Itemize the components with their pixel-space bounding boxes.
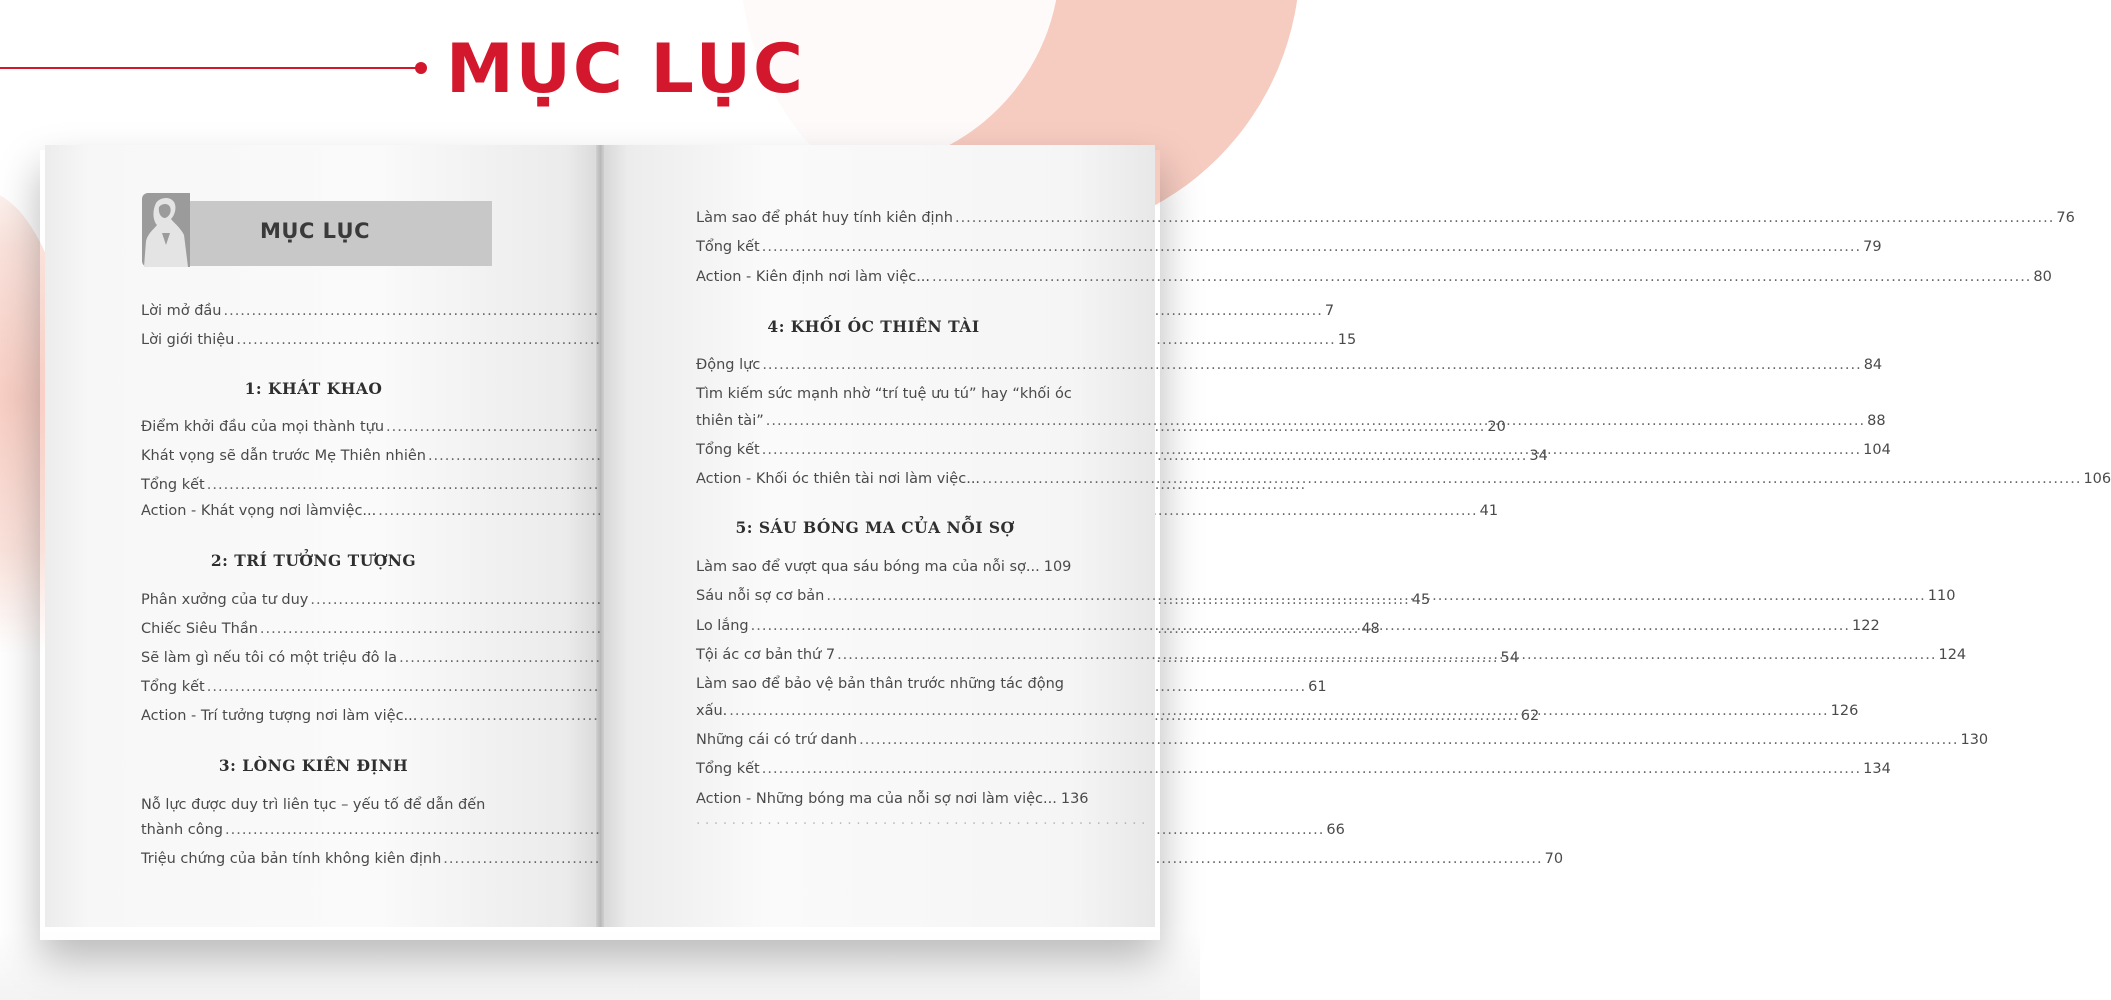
toc-entry: Tổng kết ..... 104 [696,441,1054,459]
toc-entry-line: Làm sao để bảo vệ bản thân trước những tác động [696,676,1064,692]
header-rule [0,67,418,69]
toc-entry: Tổng kết ..... [141,476,471,494]
toc-entry: thành công ..... 66 [141,821,486,839]
toc-entry: Làm sao để phát huy tính kiên định ..... 76 [696,209,1046,227]
page-title: MỤC LỤC [446,30,805,109]
toc-title: MỤC LỤC [260,219,371,243]
toc-entry: Action - Kiên định nơi làm việc... ..... 80 [696,268,1051,286]
toc-entry: Sẽ làm gì nếu tôi có một triệu đô la ..... 54 [141,649,486,667]
toc-entry: Action - Trí tưởng tượng nơi làm việc... ..... 62 [141,707,486,725]
toc-entry: Action - Khối óc thiên tài nơi làm việc... ..... 106 [696,470,1054,488]
toc-entry-line: Nỗ lực được duy trì liên tục – yếu tố để dẫn đến [141,797,486,813]
toc-entry: Lời mở đầu ..... 7 [141,302,486,320]
toc-entry: Điểm khởi đầu của mọi thành tựu ..... 20 [141,418,486,436]
background-floor [0,930,1200,1000]
toc-entry: Phân xưởng của tư duy ..... 45 [141,591,486,609]
toc-entry: Khát vọng sẽ dẫn trước Mẹ Thiên nhiên ..... 34 [141,447,486,465]
toc-entry: Action - Những bóng ma của nỗi sợ nơi làm việc... 136 [696,791,1089,807]
toc-entry: Lo lắng ..... 122 [696,617,1054,635]
toc-entry: Sáu nỗi sợ cơ bản ..... 110 [696,587,1054,605]
chapter-heading: 3: LÒNG KIÊN ĐỊNH [218,756,409,775]
header-dot [415,62,427,74]
thinker-silhouette-icon [142,193,190,267]
chapter-heading: 4: KHỐI ÓC THIÊN TÀI [767,317,980,336]
book-spine [596,145,604,927]
toc-entry: Làm sao để vượt qua sáu bóng ma của nỗi sợ... 109 [696,559,1072,575]
toc-entry: Động lực ..... 84 [696,356,1051,374]
toc-entry: Chiếc Siêu Thần ..... 48 [141,620,486,638]
toc-entry: Tổng kết ..... 61 [141,678,486,696]
chapter-heading: 2: TRÍ TƯỞNG TƯỢNG [210,551,417,570]
toc-entry: Action - Khát vọng nơi làmviệc... ..... 41 [141,502,486,520]
toc-entry: Triệu chứng của bản tính không kiên định ..... 70 [141,850,486,868]
chapter-heading: 5: SÁU BÓNG MA CỦA NỖI SỢ [735,518,1015,537]
toc-entry: thiên tài” ..... 88 [696,412,1051,430]
toc-entry: Những cái có trứ danh ..... 130 [696,731,1054,749]
chapter-heading: 1: KHÁT KHAO [244,379,383,398]
clipped-line: . . . . . . . . . . . . . . . . . . . . . . . . . . . . . . . . . . . . . . . . . . . . . . . . . . . [696,812,1146,828]
toc-entry: Tổng kết ..... 79 [696,238,1051,256]
toc-entry-line: Tìm kiếm sức mạnh nhờ “trí tuệ ưu tú” hay “khối óc [696,386,1072,402]
toc-entry: Lời giới thiệu ..... 15 [141,331,486,349]
toc-entry: xấu. ..... 126 [696,702,1054,720]
toc-title-box [142,201,492,266]
toc-entry: Tổng kết ..... 134 [696,760,1054,778]
toc-entry: Tội ác cơ bản thứ 7 ..... 124 [696,646,1054,664]
